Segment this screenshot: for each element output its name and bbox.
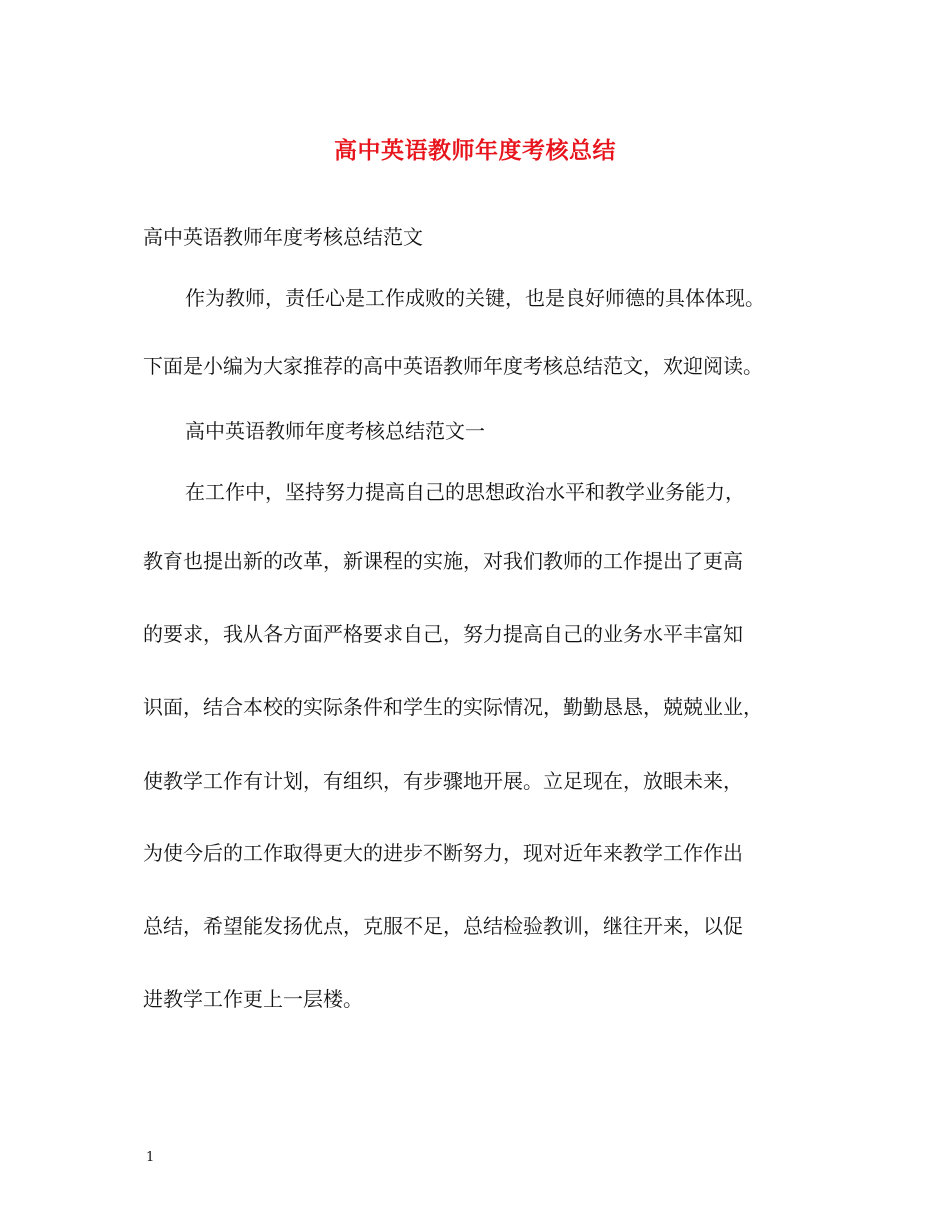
body-line: 识面，结合本校的实际条件和学生的实际情况，勤勤恳恳，兢兢业业， <box>143 695 763 719</box>
body-line: 在工作中，坚持努力提高自己的思想政治水平和教学业务能力， <box>185 480 745 504</box>
document-subtitle: 高中英语教师年度考核总结范文 <box>143 225 423 249</box>
intro-paragraph-line-2: 下面是小编为大家推荐的高中英语教师年度考核总结范文，欢迎阅读。 <box>143 354 763 378</box>
page-number: 1 <box>146 1150 155 1165</box>
body-line: 总结，希望能发扬优点，克服不足，总结检验教训，继往开来，以促 <box>143 914 743 938</box>
document-title: 高中英语教师年度考核总结 <box>334 137 616 164</box>
body-line: 的要求，我从各方面严格要求自己，努力提高自己的业务水平丰富知 <box>143 622 743 646</box>
section-heading: 高中英语教师年度考核总结范文一 <box>185 419 485 443</box>
body-line: 进教学工作更上一层楼。 <box>143 987 363 1011</box>
intro-paragraph-line-1: 作为教师，责任心是工作成败的关键，也是良好师德的具体体现。 <box>185 286 765 310</box>
body-line: 使教学工作有计划，有组织，有步骤地开展。立足现在，放眼未来， <box>143 769 743 793</box>
body-line: 教育也提出新的改革，新课程的实施，对我们教师的工作提出了更高 <box>143 549 743 573</box>
body-line: 为使今后的工作取得更大的进步不断努力，现对近年来教学工作作出 <box>143 841 743 865</box>
